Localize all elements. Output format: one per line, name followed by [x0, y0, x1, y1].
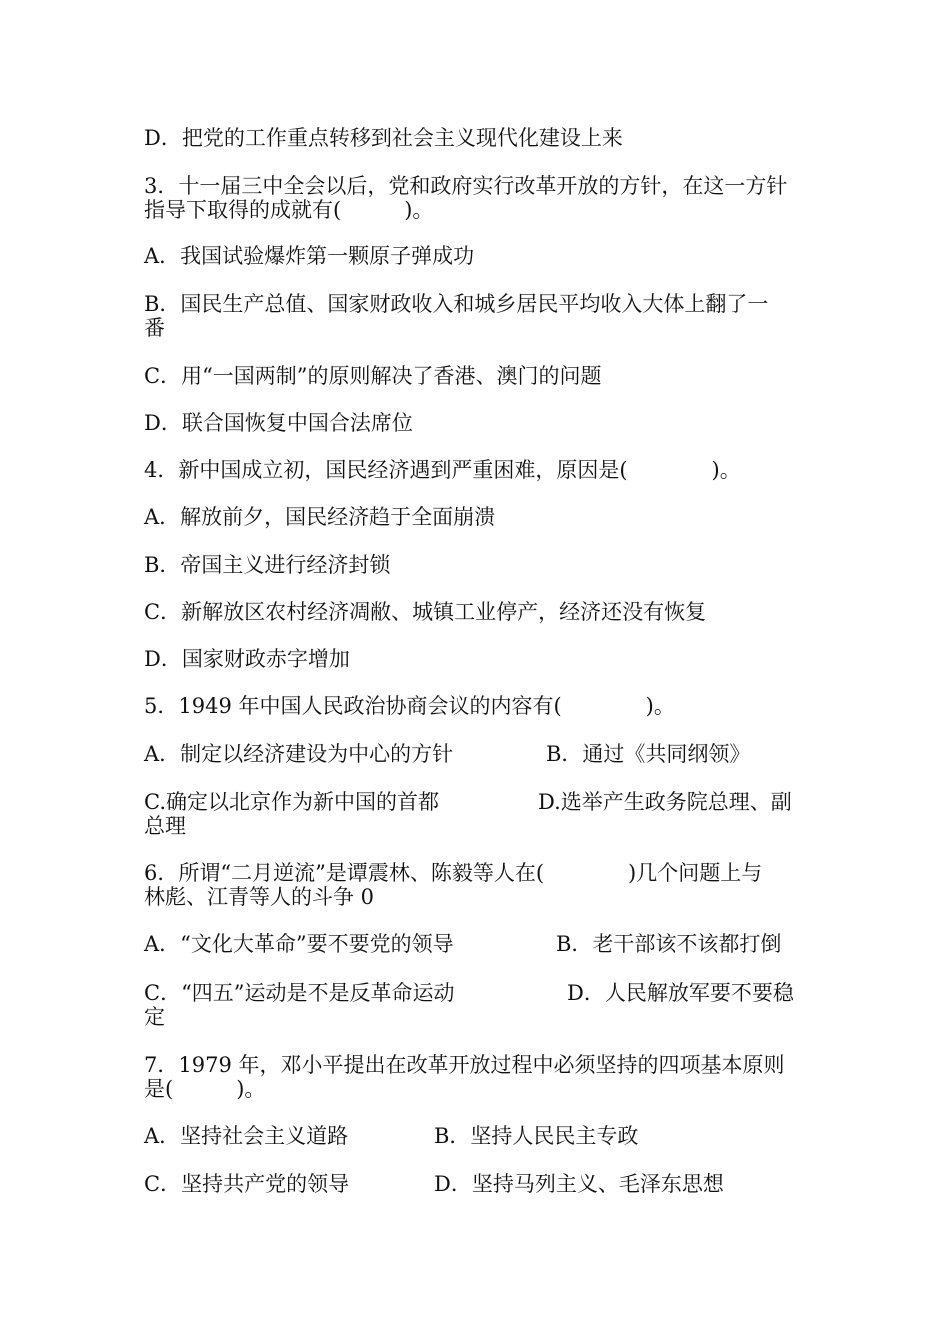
q3-stem-line1: 3．十一届三中全会以后，党和政府实行改革开放的方针，在这一方针 [144, 174, 788, 198]
q4-stem: 4．新中国成立初，国民经济遇到严重困难，原因是( )。 [144, 458, 741, 482]
q5-option-d-line1: D.选举产生政务院总理、副 [538, 790, 792, 814]
q3-option-d: D．联合国恢复中国合法席位 [144, 411, 413, 435]
q3-stem-line2: 指导下取得的成就有( )。 [144, 198, 434, 222]
q5-option-d-line2: 总理 [144, 814, 186, 838]
q3-option-b-line1: B．国民生产总值、国家财政收入和城乡居民平均收入大体上翻了一 [144, 292, 769, 316]
q5-stem: 5．1949 年中国人民政治协商会议的内容有( )。 [144, 694, 675, 718]
q4-option-b: B．帝国主义进行经济封锁 [144, 553, 391, 577]
q3-option-c: C．用“一国两制”的原则解决了香港、澳门的问题 [144, 364, 602, 388]
q4-option-d: D．国家财政赤字增加 [144, 647, 350, 671]
q6-option-c: C．“四五”运动是不是反革命运动 [144, 981, 455, 1005]
q2-option-d: D．把党的工作重点转移到社会主义现代化建设上来 [144, 126, 623, 150]
q6-option-a: A．“文化大革命”要不要党的领导 [144, 932, 454, 956]
q7-stem-line2: 是( )。 [144, 1077, 266, 1101]
q4-option-c: C．新解放区农村经济凋敝、城镇工业停产，经济还没有恢复 [144, 600, 707, 624]
q7-option-d: D．坚持马列主义、毛泽东思想 [434, 1172, 724, 1196]
q5-option-c: C.确定以北京作为新中国的首都 [144, 790, 439, 814]
q3-option-a: A．我国试验爆炸第一颗原子弹成功 [144, 244, 475, 268]
q4-option-a: A．解放前夕，国民经济趋于全面崩溃 [144, 505, 496, 529]
q6-option-d-line1: D．人民解放军要不要稳 [567, 981, 794, 1005]
q5-option-a: A．制定以经济建设为中心的方针 [144, 742, 454, 766]
q6-option-d-line2: 定 [144, 1005, 165, 1029]
q7-option-b: B．坚持人民民主专政 [434, 1124, 639, 1148]
q7-option-c: C．坚持共产党的领导 [144, 1172, 350, 1196]
q6-stem-line1: 6．所谓“二月逆流”是谭震林、陈毅等人在( )几个问题上与 [144, 861, 763, 885]
q6-option-b: B．老干部该不该都打倒 [556, 932, 782, 956]
q3-option-b-line2: 番 [144, 316, 165, 340]
q7-option-a: A．坚持社会主义道路 [144, 1124, 349, 1148]
q6-stem-line2: 林彪、江青等人的斗争 0 [144, 885, 375, 909]
q5-option-b: B．通过《共同纲领》 [546, 742, 751, 766]
q7-stem-line1: 7．1979 年，邓小平提出在改革开放过程中必须坚持的四项基本原则 [144, 1053, 785, 1077]
